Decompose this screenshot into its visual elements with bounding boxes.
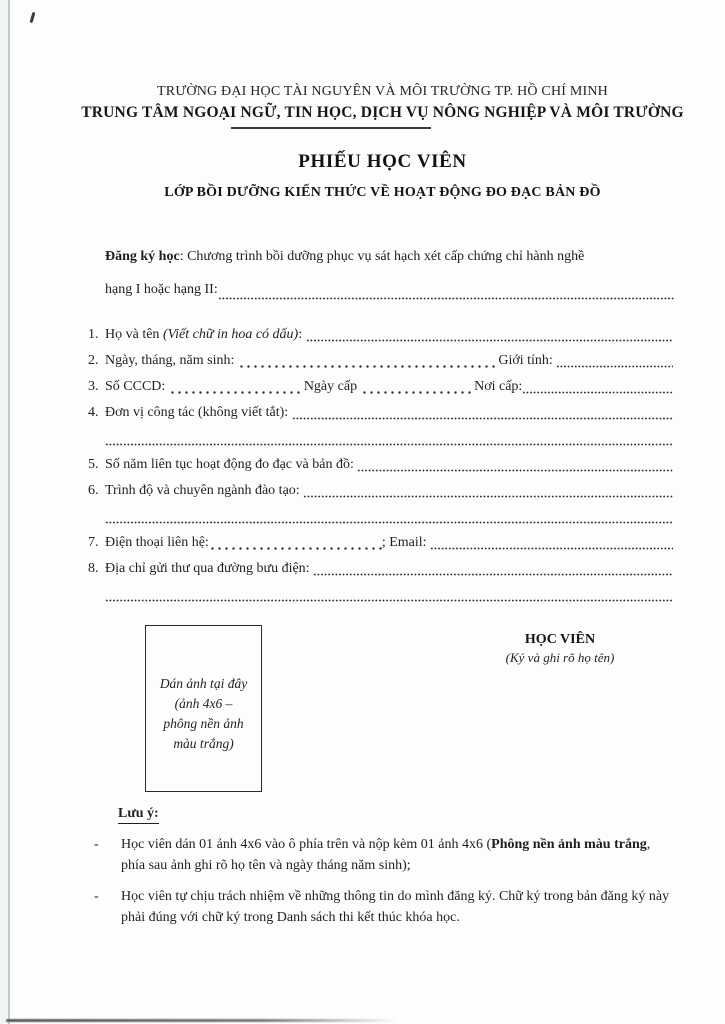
workplace-blank-field xyxy=(292,416,673,421)
registration-paragraph xyxy=(105,240,675,306)
photo-signature-section xyxy=(0,622,725,807)
form-subtitle: LỚP BỒI DƯỠNG KIẾN THỨC VỀ HOẠT ĐỘNG ĐO ĐẠC BẢN ĐỒ xyxy=(164,185,601,200)
photo-box-text-line4: màu trắng) xyxy=(173,735,234,751)
mailing-address-blank-field-line2 xyxy=(105,598,673,603)
field-row-id-card xyxy=(88,374,673,400)
form-field-list xyxy=(88,322,673,608)
university-name: TRƯỜNG ĐẠI HỌC TÀI NGUYÊN VÀ MÔI TRƯỜNG TP. HỒ CHÍ MINH xyxy=(157,84,608,99)
field-label: Trình độ và chuyên ngành đào tạo: xyxy=(105,483,304,498)
registration-rank-blank-field xyxy=(218,296,675,301)
email-blank-field xyxy=(430,546,673,551)
field-label: Số CCCD: xyxy=(105,379,169,394)
note-item-photo xyxy=(88,834,670,876)
field-row-phone-email xyxy=(88,530,673,556)
field-row-education-continuation xyxy=(88,504,673,530)
issue-place-label: Nơi cấp: xyxy=(470,379,523,394)
field-number: 6. xyxy=(88,483,99,498)
bullet-dash: - xyxy=(94,837,99,852)
photo-box-text-line2: (ảnh 4x6 – xyxy=(174,695,233,711)
photo-paste-box xyxy=(145,625,262,792)
field-row-education xyxy=(88,478,673,504)
id-number-blank-field xyxy=(169,390,304,395)
field-number: 7. xyxy=(88,535,99,550)
field-label-note: (Viết chữ in hoa có dấu) xyxy=(162,327,299,342)
note-item-responsibility xyxy=(88,886,670,928)
field-label: Địa chỉ gửi thư qua đường bưu điện: xyxy=(105,561,314,576)
note-text xyxy=(121,834,670,876)
field-row-workplace xyxy=(88,400,673,426)
field-row-birthdate xyxy=(88,348,673,374)
form-header xyxy=(60,84,705,201)
field-label: Họ và tên xyxy=(105,327,163,342)
notes-heading: Lưu ý: xyxy=(118,806,159,824)
note1-regular-text-2: , phía sau ảnh ghi rõ họ tên và ngày tháng năm sinh); xyxy=(121,837,651,873)
field-number: 4. xyxy=(88,405,99,420)
years-experience-blank-field xyxy=(357,468,673,473)
issue-date-label: Ngày cấp xyxy=(303,379,361,394)
header-separator-line xyxy=(231,127,431,129)
note1-bold-text: Phông nền ảnh màu trắng xyxy=(491,837,647,852)
registration-rank-label: hạng I hoặc hạng II: xyxy=(105,282,218,297)
field-number: 1. xyxy=(88,327,99,342)
field-number: 3. xyxy=(88,379,99,394)
mailing-address-blank-field xyxy=(313,572,673,577)
bullet-dash: - xyxy=(94,889,99,904)
form-title: PHIẾU HỌC VIÊN xyxy=(298,151,467,172)
registration-label: Đăng ký học xyxy=(105,249,180,264)
education-blank-field xyxy=(303,494,673,499)
full-name-blank-field xyxy=(306,338,673,343)
gender-label: Giới tính: xyxy=(494,353,557,368)
education-blank-field-line2 xyxy=(105,520,673,525)
signature-title: HỌC VIÊN xyxy=(524,632,596,647)
note-text: Học viên tự chịu trách nhiệm về những thông tin do mình đăng ký. Chữ ký trong bản đăng ký này phải đúng với chữ ký trong Danh sách thi kết thúc khóa học. xyxy=(121,889,670,925)
field-label: Đơn vị công tác (không viết tắt): xyxy=(105,405,292,420)
field-row-mailing-address-continuation xyxy=(88,582,673,608)
field-label: Ngày, tháng, năm sinh: xyxy=(105,353,238,368)
photo-box-text-line3: phông nền ảnh xyxy=(163,715,244,731)
signature-instruction: (Ký và ghi rõ họ tên) xyxy=(505,650,615,665)
gender-blank-field xyxy=(556,364,673,369)
photo-box-text-line1: Dán ảnh tại đây xyxy=(159,675,248,691)
field-label: Số năm liên tục hoạt động đo đạc và bản đồ: xyxy=(105,457,358,472)
field-label-suffix: : xyxy=(298,327,306,342)
issue-date-blank-field xyxy=(361,390,471,395)
scan-left-edge-line xyxy=(8,0,10,1024)
phone-blank-field xyxy=(209,546,382,551)
field-row-mailing-address xyxy=(88,556,673,582)
birthdate-blank-field xyxy=(238,364,495,369)
registration-text: : Chương trình bồi dưỡng phục vụ sát hạch xét cấp chứng chỉ hành nghề xyxy=(179,249,585,264)
field-number: 5. xyxy=(88,457,99,472)
field-row-years-experience xyxy=(88,452,673,478)
field-label: Điện thoại liên hệ: xyxy=(105,535,209,550)
field-row-full-name xyxy=(88,322,673,348)
workplace-blank-field-line2 xyxy=(105,442,673,447)
registration-line-2 xyxy=(105,273,675,306)
field-row-workplace-continuation xyxy=(88,426,673,452)
email-label: ; Email: xyxy=(381,535,431,550)
field-number: 8. xyxy=(88,561,99,576)
notes-section xyxy=(88,806,670,928)
note1-regular-text: Học viên dán 01 ảnh 4x6 vào ô phía trên và nộp kèm 01 ảnh 4x6 ( xyxy=(121,837,492,852)
issue-place-blank-field xyxy=(522,390,673,395)
pen-mark-artifact xyxy=(30,12,36,23)
registration-line-1 xyxy=(105,240,675,273)
field-number: 2. xyxy=(88,353,99,368)
signature-block xyxy=(445,632,675,666)
center-name: TRUNG TÂM NGOẠI NGỮ, TIN HỌC, DỊCH VỤ NÔNG NGHIỆP VÀ MÔI TRƯỜNG xyxy=(81,104,684,121)
scan-bottom-edge-shadow xyxy=(6,1019,398,1022)
